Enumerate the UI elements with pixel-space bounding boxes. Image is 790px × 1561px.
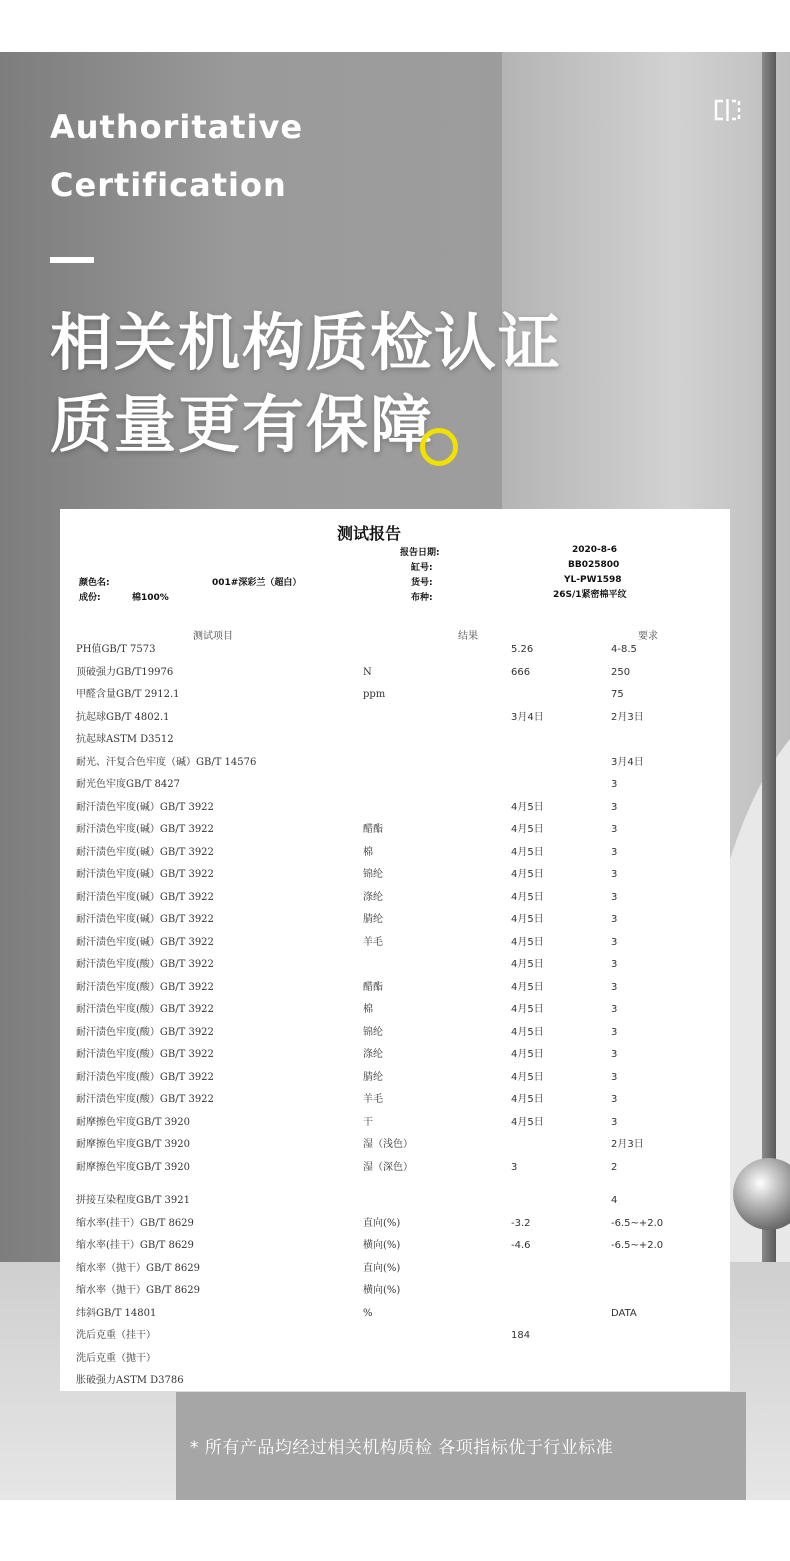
cell-result: 4月5日 (511, 981, 544, 993)
cell-requirement: 75 (611, 689, 624, 700)
cell-item: 洗后克重（挂干） (76, 1330, 156, 1341)
cell-result: 4月5日 (511, 869, 544, 880)
cell-condition: 涤纶 (363, 1049, 383, 1060)
cell-item: 耐摩擦色牢度GB/T 3920 (76, 1116, 191, 1128)
cell-condition: 锦纶 (363, 1026, 383, 1038)
cell-result: 4月5日 (511, 1004, 544, 1015)
cell-condition: 横向(%) (363, 1285, 401, 1296)
cell-item: 抗起球ASTM D3512 (76, 734, 174, 745)
cell-item: 耐摩擦色牢度GB/T 3920 (76, 1139, 191, 1150)
composition-label: 成份: (79, 593, 101, 603)
cell-item: 纬斜GB/T 14801 (76, 1307, 157, 1319)
cell-result: 3 (511, 1161, 518, 1173)
cell-requirement: 3 (611, 1004, 618, 1015)
cell-condition: 湿（浅色） (363, 1139, 413, 1150)
table-row (60, 1048, 730, 1068)
cell-item: 耐光、汗复合色牢度（碱）GB/T 14576 (76, 756, 257, 768)
fabric-value: 26S/1紧密棉平纹 (553, 590, 627, 600)
table-row (60, 1194, 730, 1214)
table-row (60, 913, 730, 933)
cell-item: 耐汗渍色牢度(碱）GB/T 3922 (76, 846, 214, 858)
cell-item: 耐汗渍色牢度(酸）GB/T 3922 (76, 1094, 214, 1105)
cell-condition: 棉 (363, 1004, 373, 1015)
cell-item: 甲醛含量GB/T 2912.1 (76, 689, 180, 700)
cell-requirement: 3 (611, 1094, 618, 1105)
cell-item: 耐汗渍色牢度(酸）GB/T 3922 (76, 959, 214, 970)
cell-item: 洗后克重（抛干） (76, 1352, 156, 1364)
cell-condition: N (363, 666, 372, 678)
cell-condition: 直向(%) (363, 1217, 401, 1229)
table-row (60, 868, 730, 888)
chinese-title-line-1: 相关机构质检认证 (50, 306, 563, 379)
column-header-item: 测试项目 (193, 631, 233, 642)
table-row (60, 1071, 730, 1091)
cell-result: 4月5日 (511, 1071, 544, 1083)
cell-result: 4月5日 (511, 936, 544, 948)
cell-result: 4月5日 (511, 959, 544, 970)
english-title (50, 98, 303, 214)
cell-requirement: DATA (611, 1307, 637, 1319)
table-row (60, 778, 730, 798)
cell-requirement: 4 (611, 1195, 618, 1206)
chinese-title (50, 302, 562, 466)
cell-item: 耐汗渍色牢度(碱）GB/T 3922 (76, 869, 214, 880)
cell-item: 耐汗渍色牢度(酸）GB/T 3922 (76, 1004, 214, 1015)
cell-result: 184 (511, 1330, 531, 1341)
cell-condition: 醋酯 (363, 824, 383, 835)
cell-result: 5.26 (511, 644, 534, 655)
cell-condition: 湿（深色） (363, 1161, 413, 1173)
cell-result: 4月5日 (511, 846, 544, 858)
table-row (60, 823, 730, 843)
cell-item: 耐摩擦色牢度GB/T 3920 (76, 1161, 191, 1173)
cell-requirement: 3 (611, 801, 618, 813)
table-row (60, 688, 730, 708)
cell-requirement: -6.5~+2.0 (611, 1217, 664, 1229)
cell-requirement: 3 (611, 1116, 618, 1128)
item-no-value: YL-PW1598 (564, 575, 622, 585)
cell-item: 耐汗渍色牢度(酸）GB/T 3922 (76, 1026, 214, 1038)
cell-result: 4月5日 (511, 1049, 544, 1060)
cell-result: 4月5日 (511, 1026, 544, 1038)
fabric-label: 布种: (411, 593, 433, 603)
table-row (60, 733, 730, 753)
cell-requirement: 250 (611, 666, 631, 678)
cell-item: 耐汗渍色牢度(碱）GB/T 3922 (76, 801, 214, 813)
chinese-title-line-2: 质量更有保障 (50, 388, 435, 461)
column-header-requirement: 要求 (638, 631, 658, 642)
brand-logo-icon (714, 99, 741, 121)
cell-item: 缩水率(挂干）GB/T 8629 (76, 1240, 194, 1251)
cell-condition: 锦纶 (363, 869, 383, 880)
cell-requirement: 2月3日 (611, 711, 644, 723)
cell-condition: 醋酯 (363, 981, 383, 993)
cell-result: -4.6 (511, 1240, 531, 1251)
accent-ring (420, 428, 458, 466)
cell-requirement: 3 (611, 891, 618, 903)
cell-item: 缩水率（抛干）GB/T 8629 (76, 1285, 201, 1296)
table-row (60, 1329, 730, 1349)
table-row (60, 1093, 730, 1113)
cell-result: 4月5日 (511, 824, 544, 835)
cell-requirement: 2 (611, 1161, 618, 1173)
table-row (60, 846, 730, 866)
cell-condition: ppm (363, 689, 386, 700)
cell-result: 4月5日 (511, 914, 544, 925)
cell-item: 拼接互染程度GB/T 3921 (76, 1195, 191, 1206)
cell-condition: 横向(%) (363, 1240, 401, 1251)
cell-condition: 羊毛 (363, 936, 383, 948)
table-row (60, 801, 730, 821)
cell-condition: 腈纶 (363, 1071, 383, 1083)
cell-item: PH值GB/T 7573 (76, 644, 156, 655)
cell-condition: 涤纶 (363, 891, 383, 903)
table-row (60, 643, 730, 663)
cell-condition: % (363, 1307, 373, 1319)
test-report (60, 509, 730, 1391)
cell-requirement: 3 (611, 779, 618, 790)
table-row (60, 1026, 730, 1046)
cell-requirement: 3 (611, 824, 618, 835)
cell-item: 抗起球GB/T 4802.1 (76, 711, 170, 723)
table-row (60, 711, 730, 731)
title-dash (50, 257, 94, 263)
cell-item: 耐汗渍色牢度(碱）GB/T 3922 (76, 891, 214, 903)
table-row (60, 666, 730, 686)
cell-requirement: 3月4日 (611, 756, 644, 768)
table-row (60, 1352, 730, 1372)
cell-item: 顶破强力GB/T19976 (76, 666, 174, 678)
item-no-label: 货号: (411, 578, 433, 588)
vat-label: 缸号: (411, 563, 433, 573)
cell-requirement: 3 (611, 1049, 618, 1060)
cell-condition: 腈纶 (363, 914, 383, 925)
cell-condition: 棉 (363, 846, 373, 858)
table-row (60, 1217, 730, 1237)
cell-result: 4月5日 (511, 1116, 544, 1128)
cell-requirement: 3 (611, 869, 618, 880)
cell-result: 4月5日 (511, 891, 544, 903)
table-row (60, 756, 730, 776)
cell-requirement: 3 (611, 846, 618, 858)
footnote: * 所有产品均经过相关机构质检 各项指标优于行业标准 (190, 1438, 614, 1458)
cell-result: 4月5日 (511, 801, 544, 813)
table-row (60, 981, 730, 1001)
cell-requirement: 3 (611, 914, 618, 925)
cell-requirement: 3 (611, 959, 618, 970)
cell-item: 耐汗渍色牢度(碱）GB/T 3922 (76, 914, 214, 925)
cell-requirement: 3 (611, 981, 618, 993)
cell-item: 缩水率（抛干）GB/T 8629 (76, 1262, 201, 1274)
cell-item: 耐汗渍色牢度(酸）GB/T 3922 (76, 1071, 214, 1083)
vat-value: BB025800 (568, 560, 620, 570)
cell-result: -3.2 (511, 1217, 531, 1229)
table-row (60, 1138, 730, 1158)
cell-requirement: 3 (611, 1071, 618, 1083)
table-row (60, 1262, 730, 1282)
cell-item: 耐光色牢度GB/T 8427 (76, 779, 181, 790)
table-row (60, 1374, 730, 1394)
cell-result: 4月5日 (511, 1094, 544, 1105)
table-row (60, 1116, 730, 1136)
english-title-line-2: Certification (50, 166, 287, 204)
cell-item: 耐汗渍色牢度(酸）GB/T 3922 (76, 1049, 214, 1060)
table-row (60, 1003, 730, 1023)
cell-item: 耐汗渍色牢度(碱）GB/T 3922 (76, 936, 214, 948)
cell-item: 耐汗渍色牢度(酸）GB/T 3922 (76, 981, 214, 993)
column-header-result: 结果 (458, 631, 478, 642)
cell-result: 3月4日 (511, 711, 544, 723)
cell-condition: 干 (363, 1116, 373, 1128)
cell-item: 缩水率(挂干）GB/T 8629 (76, 1217, 194, 1229)
color-name-label: 颜色名: (79, 578, 110, 588)
hero-background (0, 52, 790, 1500)
cell-requirement: -6.5~+2.0 (611, 1240, 664, 1251)
cell-requirement: 2月3日 (611, 1139, 644, 1150)
table-row (60, 1284, 730, 1304)
cell-result: 666 (511, 666, 531, 678)
cell-requirement: 3 (611, 1026, 618, 1038)
table-row (60, 1239, 730, 1259)
composition-value: 棉100% (132, 593, 169, 603)
cell-condition: 直向(%) (363, 1262, 401, 1274)
color-name-value: 001#深彩兰（超白） (212, 578, 302, 588)
english-title-line-1: Authoritative (50, 108, 304, 146)
table-row (60, 1161, 730, 1181)
table-row (60, 891, 730, 911)
cell-item: 胀破强力ASTM D3786 (76, 1375, 184, 1386)
table-row (60, 936, 730, 956)
cell-requirement: 4-8.5 (611, 644, 637, 655)
table-row (60, 958, 730, 978)
cell-requirement: 3 (611, 936, 618, 948)
cell-condition: 羊毛 (363, 1094, 383, 1105)
table-row (60, 1307, 730, 1327)
report-date-value: 2020-8-6 (572, 545, 618, 555)
cell-item: 耐汗渍色牢度(碱）GB/T 3922 (76, 824, 214, 835)
report-title: 测试报告 (337, 524, 402, 543)
report-date-label: 报告日期: (400, 548, 440, 558)
